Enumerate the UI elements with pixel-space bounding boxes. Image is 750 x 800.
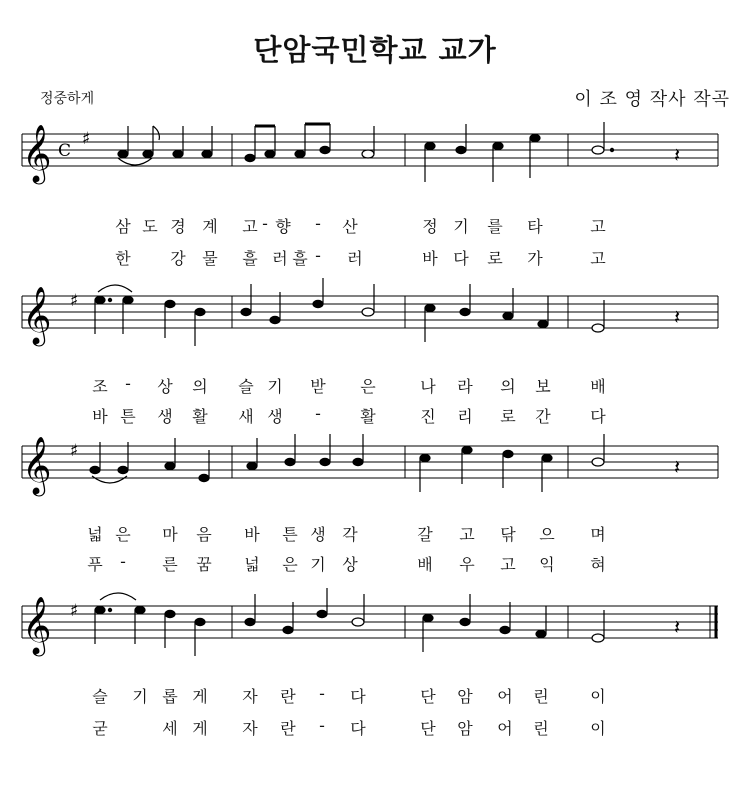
lyric-syllable: 고 [590,217,606,236]
lyric-syllable: 우 [459,555,475,574]
lyric-syllable: 으 [539,525,555,544]
staff-4 [0,582,750,662]
lyric-syllable: 로 [487,249,503,268]
lyric-syllable: 고 [459,525,475,544]
lyric-syllable: 게 [192,687,208,706]
lyric-syllable: - [315,214,321,233]
lyric-syllable: 단 [420,687,436,706]
lyric-syllable: 튼 [120,407,136,426]
lyric-syllable: 생 [267,407,283,426]
lyric-syllable: 롭 [162,687,178,706]
staff-1 [0,110,750,190]
lyric-syllable: 새 [238,407,254,426]
lyric-syllable: 도 [142,217,158,236]
lyric-syllable: 생 [310,525,326,544]
staff-2 [0,272,750,352]
lyric-syllable: 이 [590,719,606,738]
lyric-syllable: 계 [202,217,218,236]
lyric-syllable: 넓 [244,555,260,574]
lyric-syllable: 기 [132,687,148,706]
lyric-syllable: 상 [157,377,173,396]
lyric-syllable: 러 [347,249,363,268]
lyric-syllable: 의 [192,377,208,396]
lyric-syllable: 보 [535,377,551,396]
lyric-syllable: 란 [280,687,296,706]
lyric-syllable: 마 [162,525,178,544]
lyric-syllable: - [315,246,321,265]
lyric-syllable: - [319,716,325,735]
lyric-syllable: 자 [242,719,258,738]
lyric-syllable: 흘 [292,249,308,268]
lyric-syllable: 익 [539,555,555,574]
lyric-syllable: 넓 [87,525,103,544]
song-title: 단암국민학교 교가 [253,33,497,67]
lyric-syllable: 굳 [92,719,108,738]
lyric-syllable: 바 [422,249,438,268]
lyric-syllable: 은 [360,377,376,396]
lyric-syllable: 음 [196,525,212,544]
common-time-icon: C [58,141,72,161]
lyric-syllable: 암 [457,687,473,706]
lyric-syllable: 른 [162,555,178,574]
lyric-syllable: 흘 [242,249,258,268]
lyric-syllable: 튼 [282,525,298,544]
lyric-syllable: 기 [453,217,469,236]
quarter-rest-icon: 𝄽 [674,143,681,167]
lyric-syllable: 다 [350,719,366,738]
lyric-syllable: 게 [192,719,208,738]
lyric-syllable: 기 [310,555,326,574]
lyric-syllable: 암 [457,719,473,738]
lyric-syllable: 향 [275,217,291,236]
lyric-syllable: 가 [527,249,543,268]
lyric-syllable: 푸 [87,555,103,574]
lyric-syllable: 란 [280,719,296,738]
lyric-syllable: 로 [500,407,516,426]
lyric-syllable: 산 [342,217,358,236]
lyric-syllable: 활 [360,407,376,426]
lyric-syllable: 간 [535,407,551,426]
f-sharp-key-icon: ♯ [70,601,79,621]
lyric-syllable: 어 [497,687,513,706]
lyric-syllable: 바 [92,407,108,426]
composer-credit: 이 조 영 작사 작곡 [574,89,730,110]
lyric-syllable: 러 [272,249,288,268]
lyric-syllable: - [262,214,268,233]
lyric-syllable: 의 [500,377,516,396]
quarter-rest-icon: 𝄽 [674,615,681,639]
tempo-marking: 정중하게 [40,91,95,107]
lyric-syllable: 기 [267,377,283,396]
treble-clef-icon: 𝄞 [22,596,52,654]
lyric-syllable: 받 [310,377,326,396]
f-sharp-key-icon: ♯ [70,291,79,311]
treble-clef-icon: 𝄞 [22,436,52,494]
lyric-syllable: 라 [457,377,473,396]
lyric-syllable: 린 [533,687,549,706]
lyric-syllable: 이 [590,687,606,706]
lyric-syllable: 세 [162,719,178,738]
lyric-syllable: 고 [500,555,516,574]
f-sharp-key-icon: ♯ [70,441,79,461]
lyric-syllable: 타 [527,217,543,236]
f-sharp-key-icon: ♯ [82,129,91,149]
lyric-syllable: 배 [417,555,433,574]
lyric-syllable: 를 [487,217,503,236]
lyric-syllable: 물 [202,249,218,268]
lyric-syllable: 다 [350,687,366,706]
lyric-syllable: 다 [453,249,469,268]
lyric-syllable: 슬 [238,377,254,396]
lyric-syllable: 슬 [92,687,108,706]
quarter-rest-icon: 𝄽 [674,305,681,329]
lyric-syllable: 정 [422,217,438,236]
lyric-syllable: 린 [533,719,549,738]
lyric-syllable: 다 [590,407,606,426]
quarter-rest-icon: 𝄽 [674,455,681,479]
staff-3 [0,422,750,502]
lyric-syllable: 고 [242,217,258,236]
lyric-syllable: 조 [92,377,108,396]
lyric-syllable: 고 [590,249,606,268]
lyric-syllable: 생 [157,407,173,426]
lyric-syllable: 경 [170,217,186,236]
lyric-syllable: - [319,684,325,703]
lyric-syllable: 진 [420,407,436,426]
lyric-syllable: 며 [590,525,606,544]
lyric-syllable: 단 [420,719,436,738]
lyric-syllable: 자 [242,687,258,706]
lyric-syllable: - [315,404,321,423]
lyric-syllable: 강 [170,249,186,268]
lyric-syllable: 닦 [500,525,516,544]
lyric-syllable: 어 [497,719,513,738]
lyric-syllable: 나 [420,377,436,396]
lyric-syllable: 삼 [115,217,131,236]
lyric-syllable: 활 [192,407,208,426]
lyric-syllable: 상 [342,555,358,574]
lyric-syllable: 은 [282,555,298,574]
lyric-syllable: 배 [590,377,606,396]
lyric-syllable: 바 [244,525,260,544]
lyric-syllable: 은 [115,525,131,544]
lyric-syllable: 혀 [590,555,606,574]
treble-clef-icon: 𝄞 [22,124,52,182]
lyric-syllable: 갈 [417,525,433,544]
lyric-syllable: 각 [342,525,358,544]
lyric-syllable: 꿈 [196,555,212,574]
lyric-syllable: 한 [115,249,131,268]
lyric-syllable: - [120,552,126,571]
treble-clef-icon: 𝄞 [22,286,52,344]
lyric-syllable: 리 [457,407,473,426]
lyric-syllable: - [125,374,131,393]
